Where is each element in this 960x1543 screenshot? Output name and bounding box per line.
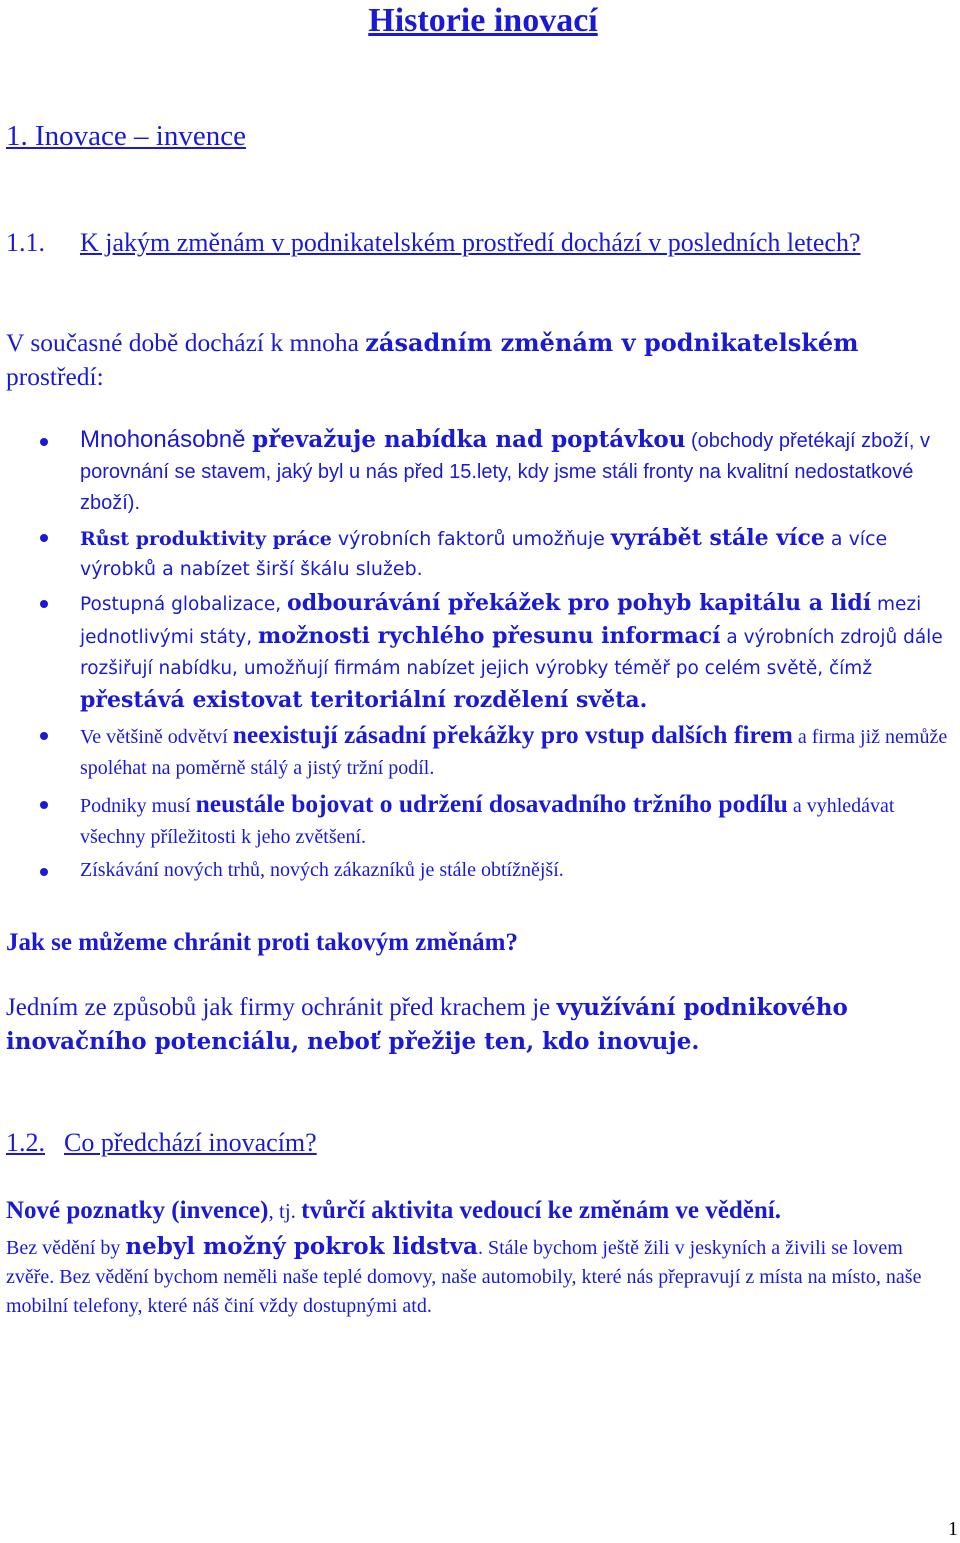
list-item-emphasis: možnosti rychlého přesunu informací (257, 622, 721, 649)
list-item-emphasis: neustále bojovat o udržení dosavadního tržního podílu (195, 789, 788, 818)
bullet-list (0, 424, 950, 886)
question-heading: Jak se můžeme chránit proti takovým změnám? (6, 929, 518, 956)
list-item-emphasis: odbourávání překážek pro pohyb kapitálu a lidí (287, 590, 872, 616)
answer-paragraph (6, 991, 956, 1059)
bullet-icon (40, 868, 48, 876)
intro-text-end: prostředí: (6, 362, 104, 391)
bullet-icon (40, 438, 48, 446)
list-item-emphasis: převažuje nabídka nad poptávkou (252, 426, 686, 453)
list-item-text: Postupná globalizace, (80, 594, 288, 615)
section-title: K jakým změnám v podnikatelském prostředí dochází v posledních letech? (80, 228, 861, 257)
list-item-text: Mnohonásobně (80, 426, 253, 453)
intro-emphasis: zásadním změnám v podnikatelském (365, 328, 859, 357)
document-title: Historie inovací (368, 2, 598, 39)
list-item (0, 719, 950, 784)
paragraph-text: Bez vědění by (6, 1237, 126, 1259)
section-number: 1.1. (6, 228, 45, 257)
list-item (0, 523, 950, 584)
invention-separator: , tj. (268, 1199, 302, 1223)
invention-heading (6, 1194, 956, 1228)
list-item (0, 788, 950, 853)
bullet-icon (40, 732, 48, 740)
intro-text: V současné době dochází k mnoha (6, 328, 366, 357)
list-item-emphasis: vyrábět stále více (610, 525, 825, 551)
list-item-text: (obchody přetékají zboží, v porovnání se stavem, jaký byl u nás před 15.lety, kdy jsme stáli fronty na kvalitní nedostatkové zboží). (80, 430, 931, 514)
list-item-text: Získávání nových trhů, nových zákazníků je stále obtížnější. (80, 859, 564, 881)
intro-paragraph (6, 326, 946, 394)
paragraph-emphasis: nebyl možný pokrok lidstva (125, 1233, 478, 1260)
invention-definition: tvůrčí aktivita vedoucí ke změnám ve vědění. (301, 1197, 781, 1224)
list-item (0, 588, 950, 717)
invention-paragraph (6, 1232, 956, 1321)
list-item (0, 424, 950, 519)
list-item (0, 855, 950, 886)
section-title: Co předchází inovacím? (64, 1128, 317, 1157)
paragraph-text: . Stále bychom ještě žili v jeskyních a živili se lovem zvěře. Bez vědění bychom neměli naše teplé domovy, naše automobily, které nás přepravují z místa na místo, naše mobilní telefony, které náš činí vždy dostupnými atd. (6, 1237, 922, 1317)
list-item-text: a vyhledávat všechny příležitosti k jeho zvětšení. (80, 795, 895, 848)
bullet-icon (40, 801, 48, 809)
answer-text: Jedním ze způsobů jak firmy ochránit před krachem je (6, 994, 557, 1021)
section-heading-1: 1. Inovace – invence (6, 120, 246, 152)
list-item-text: a firma již nemůže spoléhat na poměrně stálý a jistý tržní podíl. (80, 726, 948, 779)
invention-term: Nové poznatky (invence) (6, 1197, 269, 1224)
list-item-text: mezi jednotlivými státy, (80, 594, 922, 648)
list-item-text: a více výrobků a nabízet širší škálu služeb. (80, 528, 888, 580)
bullet-icon (40, 600, 48, 608)
list-item-emphasis: přestává existovat teritoriální rozdělení světa. (80, 686, 648, 713)
section-number: 1.2. (6, 1128, 45, 1157)
answer-emphasis: využívání podnikového inovačního potenciálu, neboť přežije ten, kdo inovuje. (6, 994, 848, 1055)
bullet-icon (40, 534, 48, 542)
list-item-emphasis: neexistují zásadní překážky pro vstup dalších firem (232, 720, 793, 749)
page-number: 1 (948, 1518, 958, 1540)
list-item-text: Podniky musí (80, 795, 196, 817)
list-item-text: výrobních faktorů umožňuje (331, 528, 611, 550)
list-item-emphasis: Růst produktivity práce (80, 528, 332, 550)
list-item-text: Ve většině odvětví (80, 726, 233, 748)
list-item-text: a výrobních zdrojů dále rozšiřují nabídku, umožňují firmám nabízet jejich výrobky téměř po celém světě, čímž (80, 626, 943, 679)
